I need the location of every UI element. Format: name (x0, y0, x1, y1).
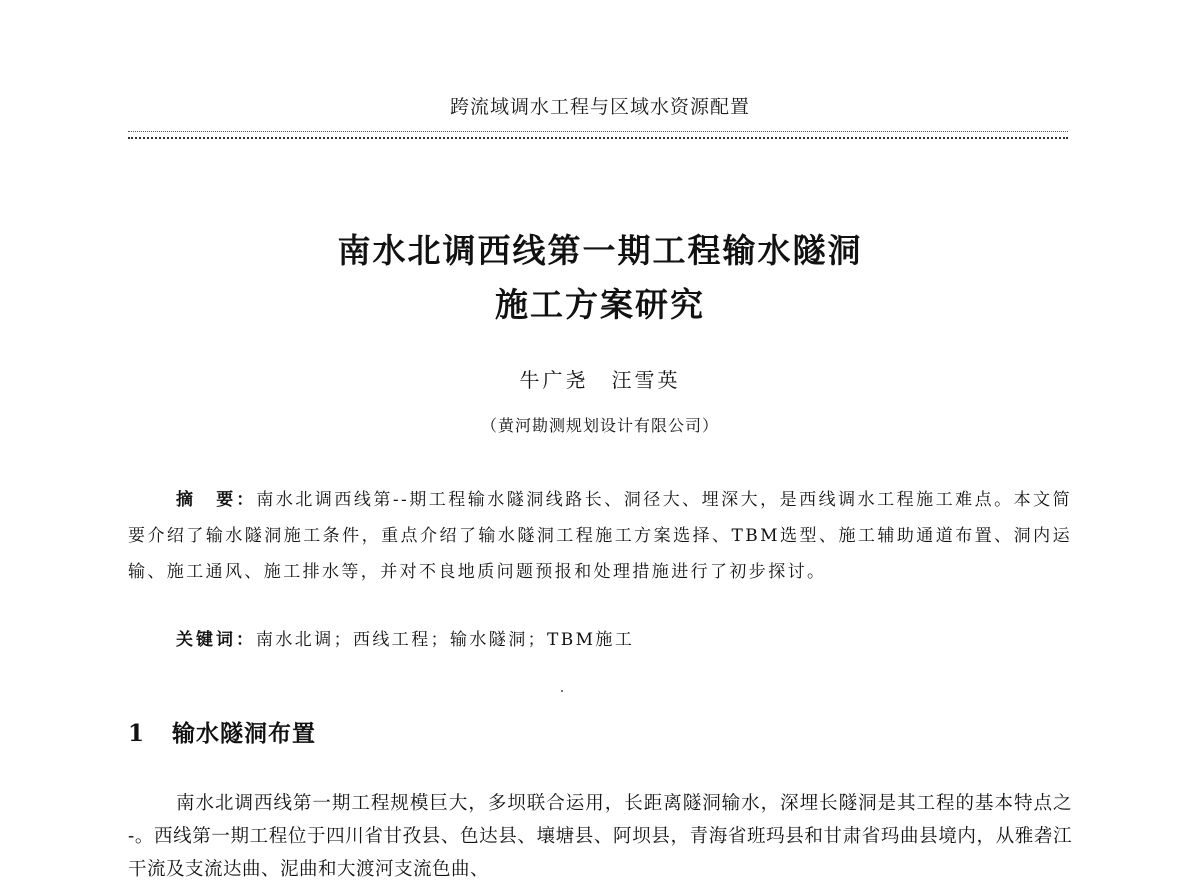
abstract-text: 南水北调西线第--期工程输水隧洞线路长、洞径大、埋深大，是西线调水工程施工难点。本文简要介绍了输水隧洞施工条件，重点介绍了输水隧洞工程施工方案选择、TBM选型、施工辅助通道布置、洞内运输、施工通风、施工排水等，并对不良地质问题预报和处理措施进行了初步探讨。 (128, 490, 1073, 582)
header-rule (128, 131, 1068, 139)
running-header: 跨流域调水工程与区域水资源配置 (449, 96, 750, 118)
section-heading (128, 715, 316, 748)
section-paragraph: 南水北调西线第一期工程规模巨大，多坝联合运用，长距离隧洞输水，深埋长隧洞是其工程的基本特点之 -。西线第一期工程位于四川省甘孜县、色达县、壤塘县、阿坝县，青海省班玛县和甘肃省玛曲县境内，从雅砻江干流及支流达曲、泥曲和大渡河支流色曲、 (128, 793, 1072, 880)
scan-speck (561, 690, 563, 692)
affiliation: （黄河勘测规划设计有限公司） (480, 416, 719, 435)
paper-title-line-1: 南水北调西线第一期工程输水隧洞 (337, 231, 863, 270)
section-title: 输水隧洞布置 (172, 720, 316, 747)
section-number: 1 (128, 720, 146, 747)
keywords (176, 625, 1076, 650)
abstract-label: 摘 要： (176, 490, 257, 510)
authors: 牛广尧 汪雪英 (519, 368, 681, 392)
paper-title-line-2: 施工方案研究 (495, 285, 705, 324)
abstract (128, 482, 1072, 590)
keywords-label: 关键词： (176, 630, 256, 650)
keywords-text: 南水北调；西线工程；输水隧洞；TBM施工 (256, 630, 635, 650)
